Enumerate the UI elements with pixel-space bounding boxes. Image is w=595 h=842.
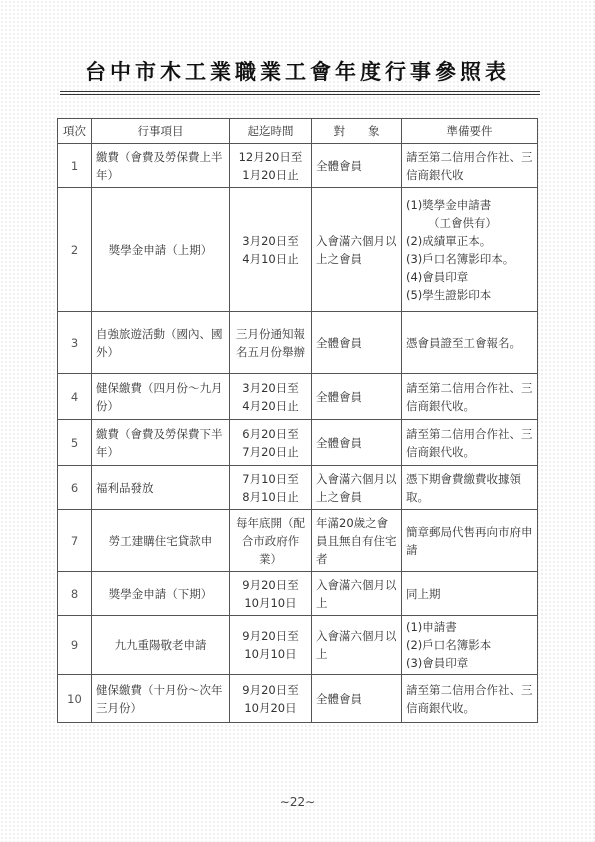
table-row (58, 510, 538, 572)
table-row (58, 466, 538, 510)
requirement-line: 請至第二信用合作社、三信商銀代收。 (406, 426, 533, 459)
cell-target: 全體會員 (312, 420, 402, 466)
cell-target: 入會滿六個月以上之會員 (312, 188, 402, 312)
cell-item: 繳費（會費及勞保費下半年） (92, 420, 230, 466)
requirement-line: 簡章郵局代售再向市府申請 (406, 524, 533, 557)
table-row (58, 144, 538, 188)
cell-requirements (402, 144, 538, 188)
cell-requirements (402, 510, 538, 572)
cell-item: 獎學金申請（下期） (92, 572, 230, 616)
cell-date: 每年底開（配合市政府作業） (230, 510, 312, 572)
cell-requirements (402, 420, 538, 466)
cell-requirements (402, 572, 538, 616)
table-row (58, 675, 538, 723)
cell-date: 9月20日至 10月10日 (230, 616, 312, 675)
requirement-line: (2)戶口名簿影本 (406, 638, 492, 652)
cell-date: 3月20日至 4月10日止 (230, 188, 312, 312)
cell-no: 8 (58, 572, 92, 616)
cell-target: 入會滿六個月以上之會員 (312, 466, 402, 510)
cell-target: 年滿20歲之會員且無自有住宅者 (312, 510, 402, 572)
cell-target: 全體會員 (312, 312, 402, 374)
table-row (58, 374, 538, 420)
schedule-table (57, 118, 538, 723)
cell-requirements (402, 616, 538, 675)
cell-item: 繳費（會費及勞保費上半年） (92, 144, 230, 188)
requirement-line: 同上期 (406, 586, 441, 601)
cell-no: 10 (58, 675, 92, 723)
requirement-line: (1)獎學金申請書 (406, 197, 492, 212)
title-rule-bottom (60, 94, 540, 95)
table-row (58, 420, 538, 466)
cell-target: 全體會員 (312, 374, 402, 420)
cell-no: 6 (58, 466, 92, 510)
cell-target: 全體會員 (312, 144, 402, 188)
cell-date: 3月20日至 4月20日止 (230, 374, 312, 420)
table-row (58, 616, 538, 675)
cell-requirements (402, 675, 538, 723)
page-title: 台中市木工業職業工會年度行事參照表 (85, 60, 510, 84)
cell-date: 6月20日至 7月20日止 (230, 420, 312, 466)
cell-no: 3 (58, 312, 92, 374)
table-row (58, 312, 538, 374)
requirement-line: (4)會員印章 (406, 269, 469, 284)
table-row (58, 572, 538, 616)
header-target: 對 象 (312, 119, 402, 144)
cell-date: 12月20日至 1月20日止 (230, 144, 312, 188)
cell-requirements (402, 188, 538, 312)
table-row (58, 188, 538, 312)
cell-date: 三月份通知報名五月份舉辦 (230, 312, 312, 374)
header-date: 起迄時間 (230, 119, 312, 144)
cell-item: 勞工建購住宅貸款申 (92, 510, 230, 572)
header-item: 行事項目 (92, 119, 230, 144)
cell-target: 全體會員 (312, 675, 402, 723)
cell-requirements (402, 466, 538, 510)
page-number: ∼22∼ (279, 795, 316, 809)
cell-target: 入會滿六個月以上 (312, 572, 402, 616)
requirement-line: 憑下期會費繳費收據領取。 (406, 471, 521, 504)
title-rule-top (60, 91, 540, 92)
cell-no: 9 (58, 616, 92, 675)
table-body (58, 144, 538, 723)
cell-item: 健保繳費（十月份～次年三月份） (92, 675, 230, 723)
requirement-line: 請至第二信用合作社、三信商銀代收。 (406, 380, 533, 413)
requirement-line: 請至第二信用合作社、三信商銀代收 (406, 149, 533, 182)
cell-item: 九九重陽敬老申請 (92, 616, 230, 675)
requirement-line: (3)會員印章 (406, 656, 469, 670)
cell-no: 5 (58, 420, 92, 466)
cell-date: 9月20日至 10月20日 (230, 675, 312, 723)
cell-target: 入會滿六個月以上 (312, 616, 402, 675)
cell-no: 7 (58, 510, 92, 572)
cell-item: 福利品發放 (92, 466, 230, 510)
requirement-line: (1)申請書 (406, 620, 457, 634)
requirement-line: 憑會員證至工會報名。 (406, 335, 521, 350)
cell-item: 自強旅遊活動（國內、國外） (92, 312, 230, 374)
cell-requirements (402, 312, 538, 374)
cell-no: 2 (58, 188, 92, 312)
table-header-row (58, 119, 538, 144)
requirement-line: (5)學生證影印本 (406, 287, 492, 302)
requirement-line: 請至第二信用合作社、三信商銀代收。 (406, 682, 533, 715)
requirement-line: （工會供有） (428, 215, 497, 230)
requirement-line: (3)戶口名簿影印本。 (406, 251, 515, 266)
cell-no: 1 (58, 144, 92, 188)
cell-item: 獎學金申請（上期） (92, 188, 230, 312)
header-requirements: 準備要件 (402, 119, 538, 144)
cell-date: 9月20日至 10月10日 (230, 572, 312, 616)
requirement-line: (2)成績單正本。 (406, 233, 492, 248)
cell-requirements (402, 374, 538, 420)
cell-no: 4 (58, 374, 92, 420)
cell-item: 健保繳費（四月份～九月份） (92, 374, 230, 420)
header-no: 項次 (58, 119, 92, 144)
cell-date: 7月10日至 8月10日止 (230, 466, 312, 510)
